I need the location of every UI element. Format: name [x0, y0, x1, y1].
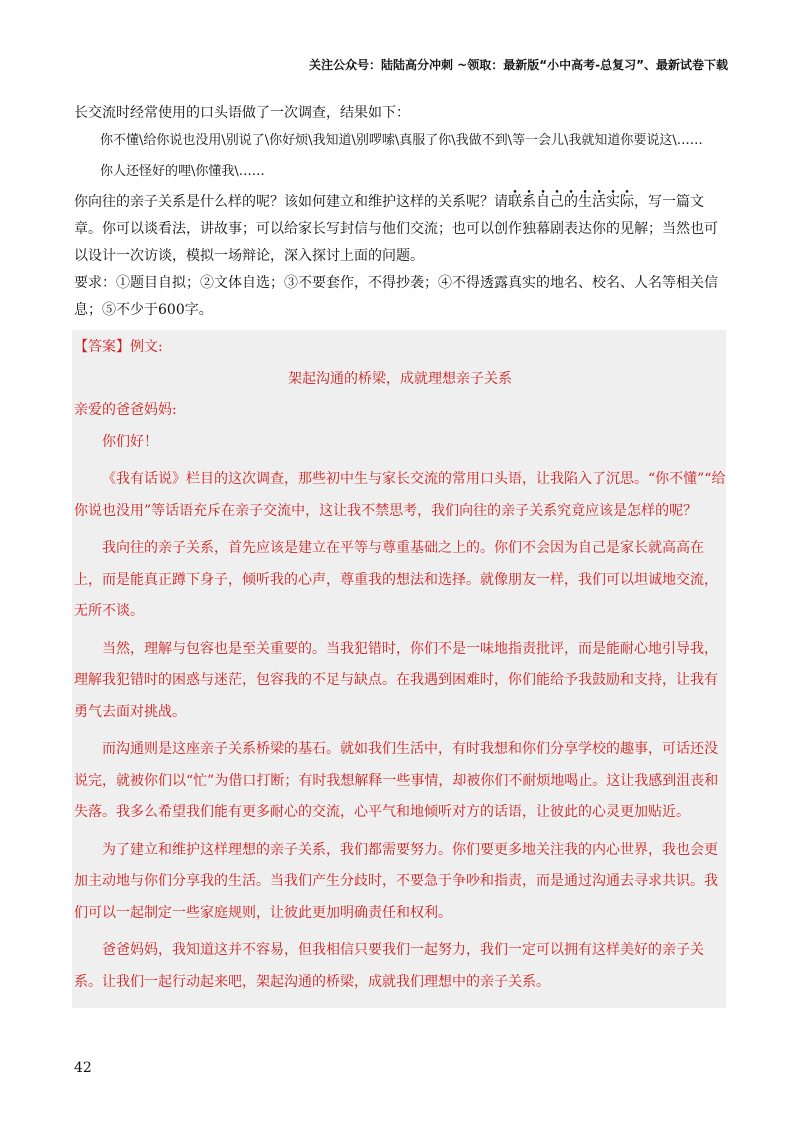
- emphasis-char: 己: [550, 194, 564, 210]
- essay-paragraph: 为了建立和维护这样理想的亲子关系，我们都需要努力。你们要更多地关注我的内心世界，我也会更加主动地与你们分享我的生活。当我们产生分歧时，不要急于争吵和指责，而是通过沟通去寻求共识。我们可以一起制定一些家庭规则，让彼此更加明确责任和权利。: [74, 841, 718, 921]
- emphasis-char: 生: [578, 194, 592, 210]
- emphasis-char: 际: [620, 194, 634, 210]
- emphasis-char: 活: [592, 194, 606, 210]
- page-header: 关注公众号：陆陆高分冲刺 ~领取：最新版“小中高考-总复习”、最新试卷下载: [309, 58, 728, 72]
- essay-paragraph: 而沟通则是这座亲子关系桥梁的基石。就如我们生活中，有时我想和你们分享学校的趣事，可话还没说完，就被你们以“忙”为借口打断；有时我想解释一些事情，却被你们不耐烦地喝止。这让我感到沮丧和失落。我多么希望我们能有更多耐心的交流，心平气和地倾听对方的话语，让彼此的心灵更加贴近。: [74, 741, 719, 820]
- emphasis-char: 系: [522, 194, 536, 210]
- essay-paragraph: 《我有话说》栏目的这次调查，那些初中生与家长交流的常用口头语，让我陷入了沉思。“你不懂”“给你说也没用”等话语充斥在亲子交流中，这让我不禁思考，我们向往的亲子关系究竟应该是怎样的呢？: [74, 471, 726, 519]
- essay-requirements: 要求：①题目自拟；②文体自选；③不要套作，不得抄袭；④不得透露真实的地名、校名、人名等相关信息；⑤不少于600字。: [74, 275, 718, 318]
- answer-block: [72, 330, 726, 1008]
- page-content: [74, 100, 726, 1008]
- essay-paragraph: 我向往的亲子关系，首先应该是建立在平等与尊重基础之上的。你们不会因为自己是家长就高高在上，而是能真正蹲下身子，倾听我的心声，尊重我的想法和选择。就像朋友一样，我们可以坦诚地交流，无所不谈。: [74, 540, 718, 619]
- answer-label: 【答案】例文:: [74, 339, 163, 355]
- survey-phrases-1: 你不懂\给你说也没用\别说了\你好烦\我知道\别啰嗦\真服了你\我做不到\等一会儿\我就知道你要说这\……: [100, 133, 703, 148]
- essay-prompt-emphasis: [508, 194, 634, 210]
- emphasis-char: 的: [564, 194, 578, 210]
- letter-salutation: 亲爱的爸爸妈妈:: [74, 402, 177, 418]
- question-intro-line: 长交流时经常使用的口头语做了一次调查，结果如下：: [74, 105, 410, 121]
- letter-greeting: 你们好！: [102, 433, 158, 450]
- essay-prompt-part-b: ，写一篇文章。你可以谈看法，讲故事；可以给家长写封信与他们交流；也可以创作独幕剧表达你的见解；当然也可以设计一次访谈，模拟一场辩论，深入探讨上面的问题。: [74, 194, 718, 264]
- emphasis-char: 联: [508, 194, 522, 210]
- emphasis-char: 实: [606, 194, 620, 210]
- emphasis-char: 自: [536, 194, 550, 210]
- survey-phrases-2: 你人还怪好的哩\你懂我\……: [100, 164, 265, 179]
- essay-prompt: [74, 189, 726, 270]
- essay-title: 架起沟通的桥梁，成就理想亲子关系: [288, 370, 512, 387]
- page-number: 42: [74, 1060, 92, 1076]
- essay-paragraph: 当然，理解与包容也是至关重要的。当我犯错时，你们不是一味地指责批评，而是能耐心地引导我，理解我犯错时的困惑与迷茫，包容我的不足与缺点。在我遇到困难时，你们能给予我鼓励和支持，让我有勇气去面对挑战。: [74, 640, 718, 720]
- essay-prompt-part-a: 你向往的亲子关系是什么样的呢？该如何建立和维护这样的关系呢？请: [74, 194, 508, 210]
- essay-paragraph: 爸爸妈妈，我知道这并不容易，但我相信只要我们一起努力，我们一定可以拥有这样美好的亲子关系。让我们一起行动起来吧，架起沟通的桥梁，成就我们理想中的亲子关系。: [74, 942, 704, 990]
